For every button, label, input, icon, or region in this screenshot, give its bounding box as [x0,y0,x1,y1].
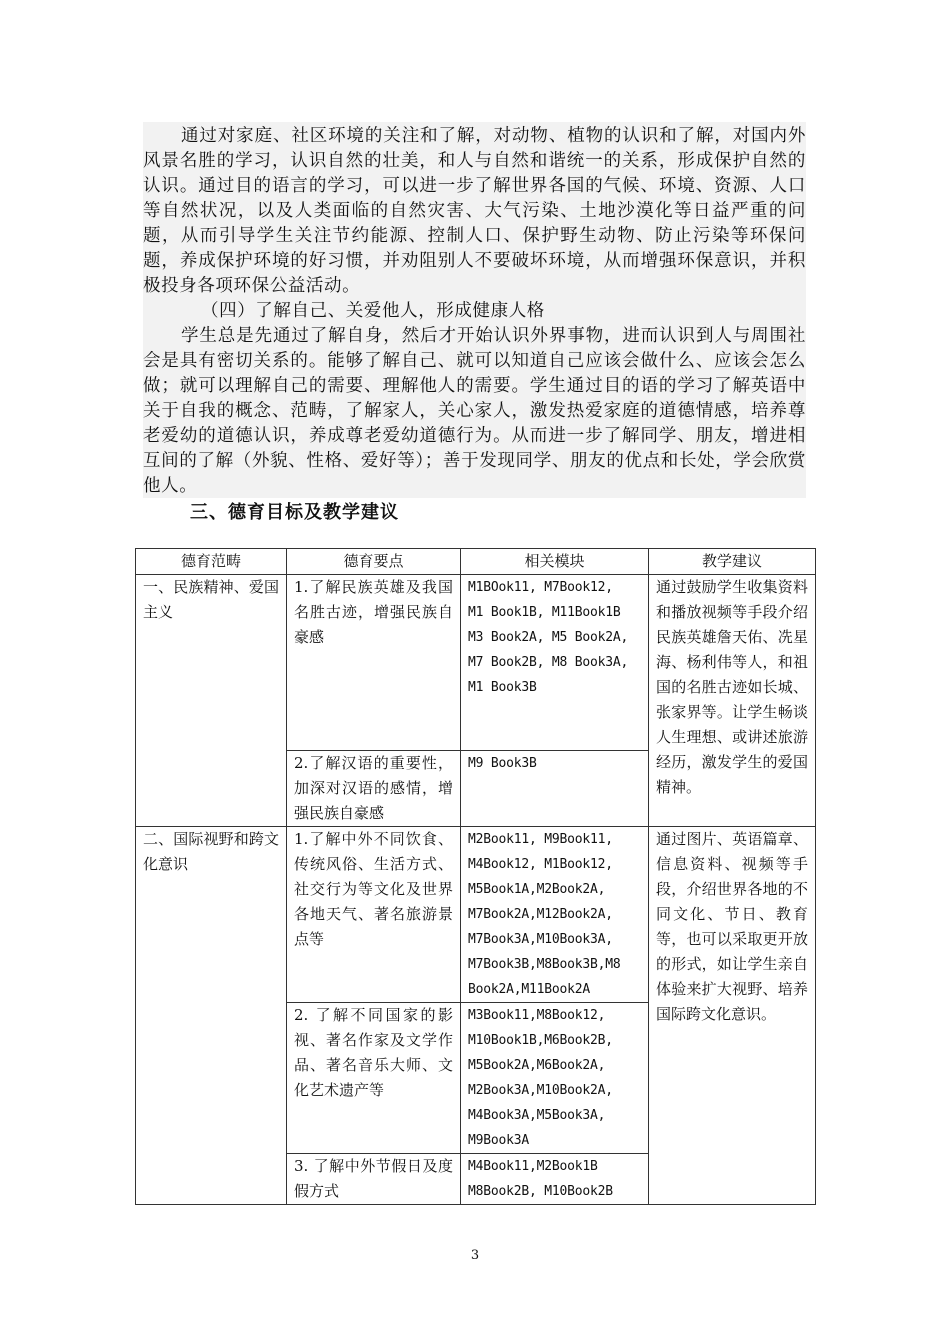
header-category: 德育范畴 [136,549,287,575]
section-heading-goals: 三、德育目标及教学建议 [190,502,399,523]
module-line: M7Book3B,M8Book3B,M8 Book2A,M11Book2A [468,957,621,997]
suggestion-cell: 通过图片、英语篇章、信息资料、视频等手段，介绍世界各地的不同文化、节日、教育等，也可以采取更开放的形式，如让学生亲自体验来扩大视野、培养国际跨文化意识。 [649,827,816,1205]
module-line: M7Book3A,M10Book3A, [468,932,613,947]
module-line: M4Book11,M2Book1B [468,1159,598,1174]
modules-cell [461,751,649,827]
suggestion-cell: 通过鼓励学生收集资料和播放视频等手段介绍民族英雄詹天佑、冼星海、杨利伟等人，和祖国的名胜古迹如长城、张家界等。让学生畅谈人生理想、或讲述旅游经历，激发学生的爱国精神。 [649,575,816,827]
module-line: M3 Book2A, M5 Book2A, [468,630,629,645]
table-row [136,575,816,751]
page-number: 3 [470,1248,480,1263]
point-cell: 2. 了解不同国家的影视、著名作家及文学作品、著名音乐大师、文化艺术遗产等 [287,1003,461,1154]
module-line: M2Book11, M9Book11, [468,832,613,847]
paragraph-know-yourself: 学生总是先通过了解自身，然后才开始认识外界事物，进而认识到人与周围社会是具有密切关系的。能够了解自己、就可以知道自己应该会做什么、应该会怎么做；就可以理解自己的需要、理解他人的需要。学生通过目的语的学习了解英语中关于自我的概念、范畴，了解家人，关心家人，激发热爱家庭的道德情感，培养尊老爱幼的道德认识，养成尊老爱幼道德行为。从而进一步了解同学、朋友，增进相互间的了解（外貌、性格、爱好等）；善于发现同学、朋友的优点和长处，学会欣赏他人。 [143,326,806,496]
point-cell: 3. 了解中外节假日及度假方式 [287,1154,461,1205]
module-line: M8Book2B, M10Book2B [468,1184,613,1199]
header-suggestions: 教学建议 [649,549,816,575]
category-cell: 二、国际视野和跨文化意识 [136,827,287,1205]
paragraph-environment: 通过对家庭、社区环境的关注和了解，对动物、植物的认识和了解，对国内外风景名胜的学习，认识自然的壮美，和人与自然和谐统一的关系，形成保护自然的认识。通过目的语言的学习，可以进一步了解世界各国的气候、环境、资源、人口等自然状况，以及人类面临的自然灾害、大气污染、土地沙漠化等日益严重的问题，从而引导学生关注节约能源、控制人口、保护野生动物、防止污染等环保问题，养成保护环境的好习惯，并劝阻别人不要破坏环境，从而增强环保意识，并积极投身各项环保公益活动。 [143,126,806,296]
module-line: M9 Book3B [468,756,537,771]
table-row [136,827,816,1003]
module-line: M9Book3A [468,1133,530,1148]
modules-cell [461,575,649,751]
header-modules: 相关模块 [461,549,649,575]
module-line: M3Book11,M8Book12, [468,1008,606,1023]
module-line: M4Book3A,M5Book3A, [468,1108,606,1123]
subheading-know-yourself: （四）了解自己、关爱他人，形成健康人格 [201,301,545,321]
module-line: M10Book1B,M6Book2B, [468,1033,613,1048]
table-header-row [136,549,816,575]
module-line: M2Book3A,M10Book2A, [468,1083,613,1098]
point-cell: 1.了解民族英雄及我国名胜古迹，增强民族自豪感 [287,575,461,751]
module-line: M7 Book2B, M8 Book3A, [468,655,629,670]
point-cell: 1.了解中外不同饮食、传统风俗、生活方式、社交行为等文化及世界各地天气、著名旅游景点等 [287,827,461,1003]
modules-cell [461,1154,649,1205]
module-line: M1 Book1B, M11Book1B [468,605,621,620]
module-line: M1BOok11, M7Book12, [468,580,613,595]
point-cell: 2.了解汉语的重要性，加深对汉语的感情，增强民族自豪感 [287,751,461,827]
module-line: M7Book2A,M12Book2A, [468,907,613,922]
module-line: M5Book1A,M2Book2A, [468,882,606,897]
module-line: M5Book2A,M6Book2A, [468,1058,606,1073]
moral-education-table [135,548,816,1205]
module-line: M1 Book3B [468,680,537,695]
modules-cell [461,827,649,1003]
module-line: M4Book12, M1Book12, [468,857,613,872]
modules-cell [461,1003,649,1154]
category-cell: 一、民族精神、爱国主义 [136,575,287,827]
header-key-points: 德育要点 [287,549,461,575]
